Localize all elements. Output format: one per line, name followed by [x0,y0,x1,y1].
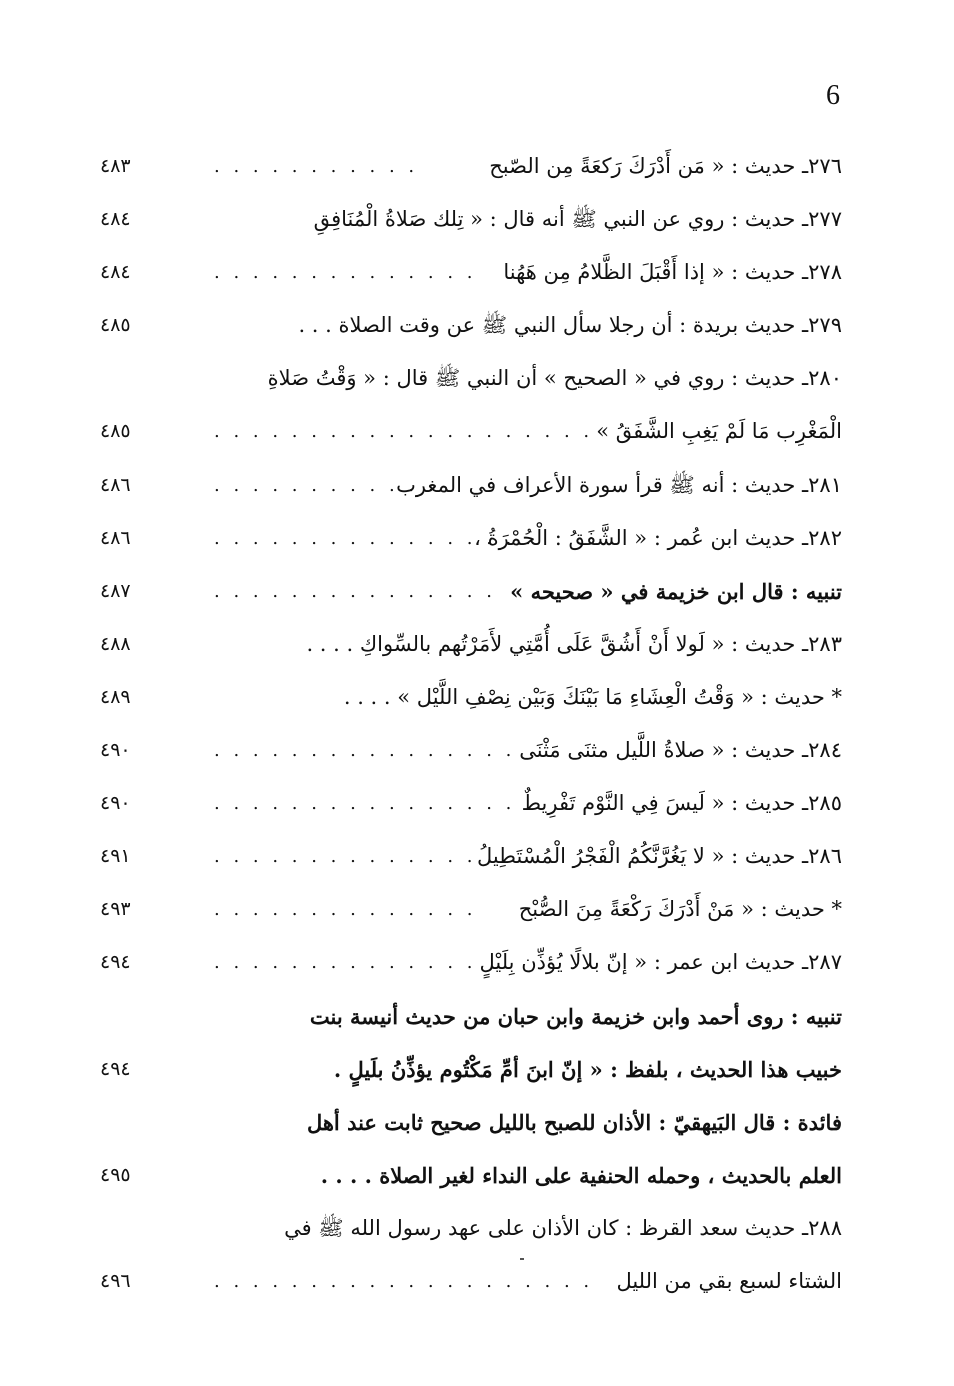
toc-entry-text: ٢٧٩ـ حديث بريدة : أن رجلا سأل النبي ﷺ عن وقت الصلاة . . . [298,313,842,338]
toc-entry-page-number: ٤٩٤ [100,1057,131,1080]
toc-entry-text: ٢٨٤ـ حديث : « صلاةُ اللَّيل مثنَى مَثْنَى [519,738,842,763]
toc-entry [0,671,954,724]
toc-entry [0,830,954,883]
toc-entry-leader-dots: . . . . . . . . . . . . [214,474,438,496]
toc-entry-text: ٢٨٥ـ حديث : « لَيسَ فِي النَّوْم تَفْرِيطٌ [521,791,842,816]
toc-entry [0,193,954,246]
toc-entry-leader-dots: . . . . . . . . . . . . . . [214,952,477,974]
toc-entry-text: ٢٨٢ـ حديث ابن عُمر : « الشَّفَقُ : الْحُمْرَةُ ، [474,525,842,550]
toc-entry-page-number: ٤٨٥ [100,420,131,443]
toc-entry-text: ٢٨٨ـ حديث سعد القرظ : كان الأذان على عهد رسول الله ﷺ في [284,1215,842,1240]
toc-entry-text: العلم بالحديث ، وحمله الحنفية على النداء لغير الصلاة . . . . [320,1162,842,1188]
toc-entry [0,777,954,830]
toc-entry-text: * حديث : « مَنْ أَدْرَكَ رَكْعَةً مِنَ الصُّبْح [518,897,842,922]
toc-entry [0,140,954,193]
toc-entry [0,618,954,671]
toc-entry [0,990,954,1043]
toc-entry-leader-dots: . . . . . . . . . . . . . . [214,262,477,284]
toc-entry-leader-dots: . . . . . . . . . . . . . . . . [214,740,516,762]
toc-entry [0,936,954,989]
toc-entry-text: ٢٧٦ـ حديث : « مَن أَدْرَكَ رَكعَةً مِن الصّبح [489,154,842,178]
toc-entry [0,246,954,299]
toc-entry-text: ٢٧٧ـ حديث : روي عن النبي ﷺ أنه قال : « تِلك صَلاةُ الْمُنَافِقِ [313,207,842,232]
toc-entry-text: تنبيه : روى أحمد وابن خزيمة وابن حبان من حديث أنيسة بنت [309,1003,842,1029]
toc-entry-page-number: ٤٩١ [100,845,131,868]
toc-entry [0,565,954,618]
table-of-contents [0,140,954,1308]
toc-entry [0,405,954,458]
toc-entry [0,512,954,565]
toc-entry-text: ٢٨٠ـ حديث : روي في « الصحيح » أن النبي ﷺ قال : « وَقْتُ صَلاةِ [267,366,842,391]
toc-entry [0,352,954,405]
toc-entry-page-number [100,1096,170,1149]
toc-entry [0,1043,954,1096]
toc-entry-page-number: ٤٨٣ [100,155,131,177]
toc-entry-text: * حديث : « وَقْتُ الْعِشَاءِ مَا بَيْنَكَ وَبَيْن نِصْفِ اللَّيْل » . . . . [343,684,842,709]
toc-entry-page-number [100,990,170,1043]
toc-entry [0,1149,954,1202]
toc-entry-text: تنبيه : قال ابن خزيمة في « صحيحه » [510,578,842,604]
toc-entry-leader-dots: . . . . . . . . . . . [214,156,419,177]
toc-entry-text: ٢٨٧ـ حديث ابن عمر : « إنّ بلالًا يُؤذِّن بِلَيْلٍ [479,950,842,975]
toc-entry-page-number: ٤٩٠ [100,739,131,762]
toc-entry-page-number: ٤٨٧ [100,579,131,602]
toc-entry-page-number: ٤٨٦ [100,473,131,496]
toc-entry-text: ٢٨١ـ حديث : أنه ﷺ قرأ سورة الأعراف في المغرب [396,472,842,497]
toc-entry [0,724,954,777]
toc-entry [0,883,954,936]
toc-entry-page-number [100,1202,170,1255]
toc-entry-leader-dots: . . . . . . . . . . . . . . [214,899,477,921]
toc-entry-text: ٢٨٦ـ حديث : « لا يَغُرَّنَّكُمُ الْفَجْرُ الْمُسْتَطِيلُ [477,844,842,869]
toc-entry-page-number: ٤٨٤ [100,208,131,231]
toc-entry-leader-dots: . . . . . . . . . . . . . . . . . [214,527,535,549]
toc-entry-text: الشتاء لسبع بقي من الليل [616,1268,842,1293]
toc-entry [0,299,954,352]
toc-entry-leader-dots: . . . . . . . . . . . . . . . . . [214,793,535,815]
toc-entry-leader-dots: . . . . . . . . . . . . . . . . . . . . [214,421,594,443]
toc-entry-leader-dots: . . . . . . . . . . . . . . . . . . . . [214,1270,594,1292]
toc-entry-text: ٢٨٣ـ حديث : « لَولا أَنْ أَشُقَّ عَلَى أُمَّتِي لأَمَرْتُهم بالسِّواكِ . . . . [306,631,842,656]
toc-entry-text: خبيب هذا الحديث ، بلفظ : « إنّ ابنَ أمِّ مَكْتُوم يؤذِّنُ بلَيلٍ . [333,1056,842,1082]
toc-entry-page-number: ٤٨٤ [100,261,131,284]
toc-entry-page-number: ٤٨٩ [100,685,131,708]
toc-entry-page-number: ٤٨٨ [100,632,131,655]
toc-entry-leader-dots: . . . . . . . . . . . . . . [214,846,477,868]
toc-entry [0,459,954,512]
toc-entry-page-number: ٤٨٦ [100,526,131,549]
toc-entry-page-number [100,352,170,405]
toc-entry [0,1096,954,1149]
toc-entry-leader-dots: . . . . . . . . . . . . . . . [214,580,496,602]
toc-entry [0,1255,954,1308]
footer-mark [520,1258,524,1260]
toc-entry-page-number: ٤٩٠ [100,792,131,815]
page-number: 6 [826,80,840,111]
toc-entry-page-number: ٤٨٥ [100,314,131,337]
toc-entry-page-number: ٤٩٥ [100,1163,131,1186]
toc-entry-page-number: ٤٩٣ [100,898,131,921]
toc-entry-page-number: ٤٩٤ [100,951,131,974]
toc-entry [0,1202,954,1255]
toc-entry-text: ٢٧٨ـ حديث : « إذا أَقْبَلَ الظَّلامُ مِن هَهُنا [503,260,842,285]
toc-entry-text: الْمَغْرِب مَا لَمْ يَغِبِ الشَّفَقُ » [596,419,842,444]
toc-entry-page-number: ٤٩٦ [100,1269,131,1292]
toc-entry-text: فائدة : قال البَيهقيّ : الأذان للصبح بالليل صحيح ثابت عند أهل [306,1109,842,1135]
